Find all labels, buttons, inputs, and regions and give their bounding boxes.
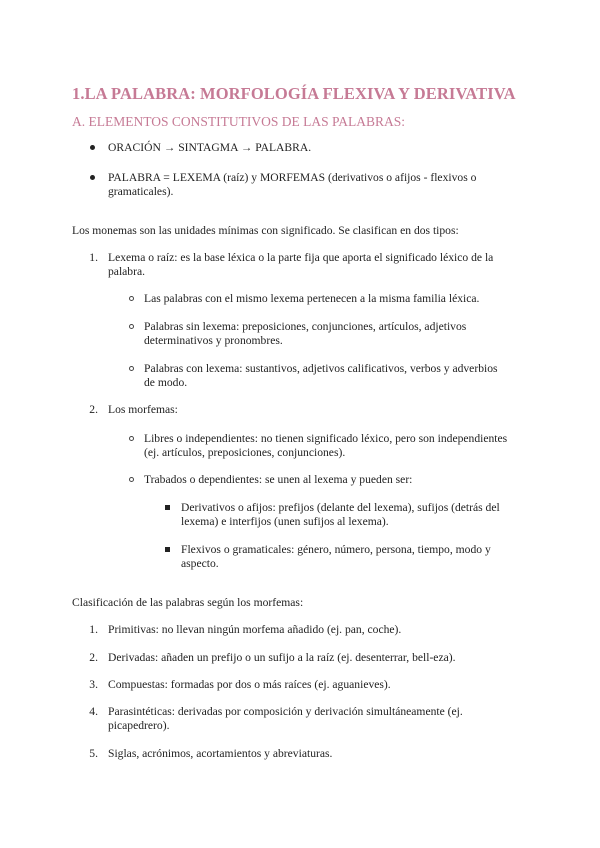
list-number: 4. (89, 705, 98, 718)
section-heading-text: Clasificación de las palabras según los morfemas: (72, 596, 304, 609)
sub-item-text: Las palabras con el mismo lexema pertenecen a la misma familia léxica. (144, 292, 480, 305)
sub-item-text: Palabras sin lexema: preposiciones, conjunciones, artículos, adjetivos (144, 320, 467, 333)
bullet-text-cont: gramaticales). (108, 185, 174, 198)
list-item-text: Compuestas: formadas por dos o más raíces (ej. aguanieves). (108, 678, 391, 691)
list-number: 2. (89, 651, 98, 664)
sub-bullet-circle (129, 477, 134, 482)
list-number: 5. (89, 747, 98, 760)
list-item-text-cont: palabra. (108, 265, 146, 278)
list-number: 2. (89, 403, 98, 416)
list-item-text: Lexema o raíz: es la base léxica o la parte fija que aporta el significado léxico de la (108, 251, 494, 264)
sub-sub-bullet-square (165, 547, 170, 552)
sub-item-text: Trabados o dependientes: se unen al lexema y pueden ser: (144, 473, 413, 486)
list-number: 1. (89, 251, 98, 264)
sub-item-text-cont: de modo. (144, 376, 188, 389)
intro-paragraph: Los monemas son las unidades mínimas con significado. Se clasifican en dos tipos: (72, 224, 459, 237)
sub-item-text: Palabras con lexema: sustantivos, adjetivos calificativos, verbos y adverbios (144, 362, 498, 375)
list-item-text: Siglas, acrónimos, acortamientos y abreviaturas. (108, 747, 333, 760)
sub-sub-bullet-square (165, 505, 170, 510)
bullet-dot (90, 175, 95, 180)
sub-item-text-cont: (ej. artículos, preposiciones, conjunciones). (144, 446, 346, 459)
section-subtitle: A. ELEMENTOS CONSTITUTIVOS DE LAS PALABRAS: (72, 114, 406, 129)
sub-sub-item-text-cont: aspecto. (181, 557, 219, 570)
page-title: 1.LA PALABRA: MORFOLOGÍA FLEXIVA Y DERIVATIVA (72, 84, 516, 103)
sub-bullet-circle (129, 436, 134, 441)
list-item-text: Primitivas: no llevan ningún morfema añadido (ej. pan, coche). (108, 623, 402, 636)
sub-bullet-circle (129, 296, 134, 301)
list-item-text-cont: picapedrero). (108, 719, 170, 732)
sub-item-text-cont: determinativos y pronombres. (144, 334, 283, 347)
list-item-text: Los morfemas: (108, 403, 178, 416)
list-number: 1. (89, 623, 98, 636)
sub-sub-item-text: Flexivos o gramaticales: género, número, persona, tiempo, modo y (181, 543, 491, 556)
bullet-dot (90, 145, 95, 150)
list-number: 3. (89, 678, 98, 691)
sub-bullet-circle (129, 366, 134, 371)
bullet-text: PALABRA = LEXEMA (raíz) y MORFEMAS (derivativos o afijos - flexivos o (108, 171, 477, 184)
sub-sub-item-text-cont: lexema) e interfijos (unen sufijos al lexema). (181, 515, 389, 528)
sub-item-text: Libres o independientes: no tienen significado léxico, pero son independientes (144, 432, 508, 445)
sub-bullet-circle (129, 324, 134, 329)
bullet-text: ORACIÓN → SINTAGMA → PALABRA. (108, 141, 312, 154)
sub-sub-item-text: Derivativos o afijos: prefijos (delante del lexema), sufijos (detrás del (181, 501, 500, 514)
list-item-text: Parasintéticas: derivadas por composición y derivación simultáneamente (ej. (108, 705, 463, 718)
list-item-text: Derivadas: añaden un prefijo o un sufijo a la raíz (ej. desenterrar, bell-eza). (108, 651, 456, 664)
